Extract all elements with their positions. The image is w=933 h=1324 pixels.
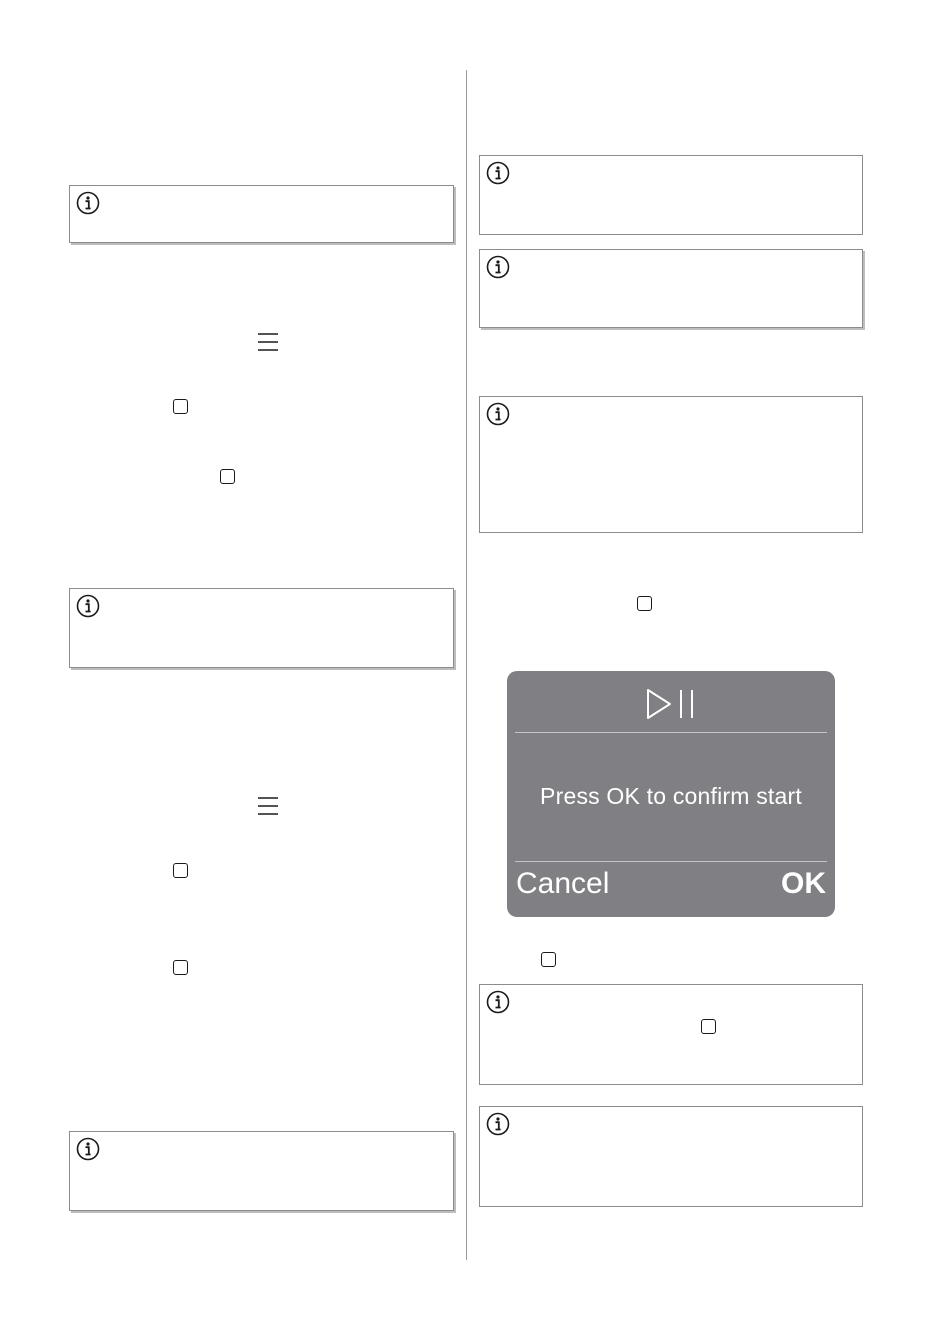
info-note [69, 1131, 454, 1211]
menu-icon [257, 796, 279, 816]
button-square-icon [220, 469, 235, 484]
info-note [69, 185, 454, 243]
info-note [69, 588, 454, 668]
info-icon [486, 402, 510, 426]
column-divider [466, 70, 467, 1260]
display-ok-label: OK [781, 867, 826, 900]
display-cancel-label: Cancel [516, 867, 610, 900]
button-square-icon [541, 952, 556, 967]
display-top-divider [515, 732, 827, 733]
menu-icon [257, 332, 279, 352]
appliance-display [507, 671, 835, 917]
info-icon [486, 255, 510, 279]
play-pause-icon [645, 687, 697, 721]
info-note [479, 249, 863, 328]
info-icon [486, 161, 510, 185]
info-note [479, 396, 863, 533]
display-prompt: Press OK to confirm start [540, 783, 802, 809]
button-square-icon [637, 596, 652, 611]
button-square-icon [173, 863, 188, 878]
info-icon [76, 1137, 100, 1161]
button-square-icon [173, 960, 188, 975]
info-note [479, 155, 863, 235]
button-square-icon [701, 1019, 716, 1034]
info-icon [76, 191, 100, 215]
info-note [479, 1106, 863, 1207]
info-icon [486, 1112, 510, 1136]
display-bottom-divider [515, 861, 827, 862]
info-icon [486, 990, 510, 1014]
info-note [479, 984, 863, 1085]
button-square-icon [173, 399, 188, 414]
info-icon [76, 594, 100, 618]
